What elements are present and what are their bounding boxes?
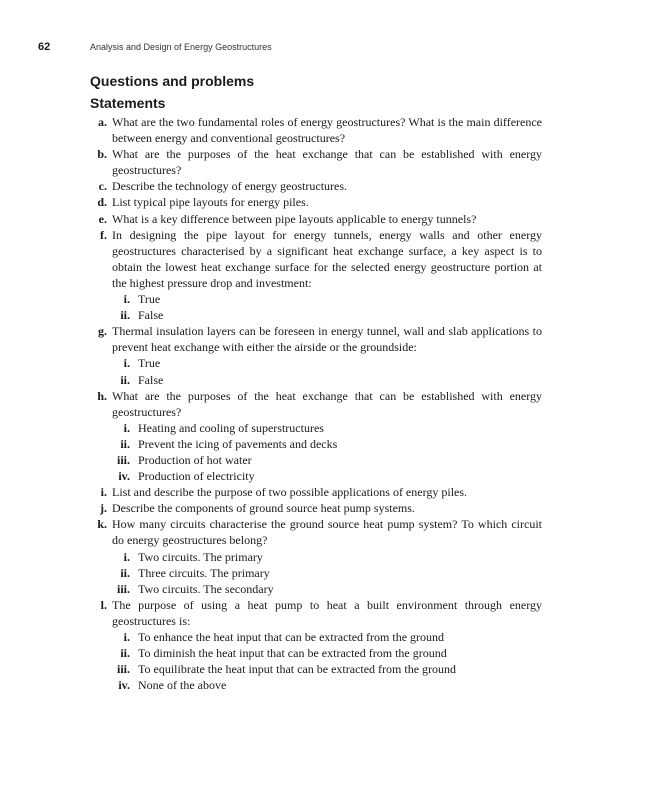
option-text: Prevent the icing of pavements and decks [138, 436, 338, 451]
option-item [112, 468, 542, 484]
option-text: To enhance the heat input that can be extracted from the ground [138, 630, 445, 644]
question-item [90, 516, 542, 548]
question-text: In designing the pipe layout for energy tunnels, energy walls and other energy geostructures characterised by a significant heat exchange surface, a key aspect is to obtain the lowest heat exchange surface for the selected energy geostructure portion at the highest pressure drop and investment: [112, 227, 542, 290]
option-text: None of the above [138, 678, 227, 693]
option-text: False [138, 308, 164, 323]
option-label: ii. [120, 646, 130, 661]
option-text: Production of electricity [138, 469, 255, 484]
question-text: What are the purposes of the heat exchange that can be established with energy geostructures? [112, 147, 542, 178]
question-label: k. [97, 517, 107, 532]
question-label: i. [100, 485, 107, 500]
option-item [112, 452, 542, 468]
option-item [112, 581, 542, 597]
option-item [112, 372, 542, 388]
option-text: Production of hot water [138, 452, 252, 467]
question-label: f. [100, 227, 107, 242]
question-text: What are the purposes of the heat exchange that can be established with energy geostructures? [112, 388, 542, 419]
question-item [90, 484, 542, 500]
question-label: g. [98, 324, 107, 339]
question-item [90, 211, 542, 227]
question-text: Thermal insulation layers can be foreseen in energy tunnel, wall and slab applications to prevent heat exchange with either the airside or the groundside: [112, 324, 542, 355]
option-item [112, 677, 542, 693]
option-item [112, 565, 542, 581]
option-label: iii. [116, 581, 130, 596]
option-text: To diminish the heat input that can be extracted from the ground [138, 646, 447, 661]
option-item [112, 661, 542, 677]
option-label: ii. [120, 436, 130, 451]
question-text: Describe the technology of energy geostructures. [112, 179, 348, 194]
option-item [112, 307, 542, 323]
option-item [112, 436, 542, 452]
question-item [90, 114, 542, 146]
option-item [112, 549, 542, 565]
option-label: i. [123, 630, 130, 644]
option-item [112, 645, 542, 661]
option-item [112, 291, 542, 307]
option-label: i. [123, 420, 130, 435]
question-item [90, 500, 542, 516]
section-title: Questions and problems [90, 73, 255, 89]
subsection-title: Statements [90, 95, 166, 111]
question-text: List and describe the purpose of two possible applications of energy piles. [112, 485, 468, 500]
question-text: Describe the components of ground source heat pump systems. [112, 501, 415, 516]
page-header [38, 40, 272, 54]
option-text: Heating and cooling of superstructures [138, 420, 324, 435]
question-label: b. [97, 147, 107, 162]
option-label: iv. [118, 469, 130, 484]
question-label: d. [97, 195, 107, 210]
question-item [90, 597, 542, 629]
option-label: ii. [120, 308, 130, 323]
question-text: The purpose of using a heat pump to heat a built environment through energy geostructures is: [112, 597, 542, 628]
option-label: i. [123, 356, 130, 371]
question-item [90, 194, 542, 210]
question-text: How many circuits characterise the ground source heat pump system? To which circuit do energy geostructures belong? [112, 517, 542, 548]
option-label: i. [123, 292, 130, 307]
option-text: True [138, 292, 161, 307]
option-label: iii. [116, 452, 130, 467]
question-label: l. [100, 597, 107, 612]
option-text: To equilibrate the heat input that can be extracted from the ground [138, 662, 457, 677]
question-label: a. [98, 115, 107, 129]
question-label: h. [97, 388, 107, 403]
question-item [90, 146, 542, 178]
option-text: True [138, 356, 161, 371]
question-list [90, 114, 542, 693]
question-text: What is a key difference between pipe layouts applicable to energy tunnels? [112, 211, 477, 226]
option-text: False [138, 372, 164, 387]
question-text: What are the two fundamental roles of energy geostructures? What is the main difference between energy and conventional geostructures? [112, 115, 542, 146]
option-text: Two circuits. The primary [138, 549, 263, 564]
question-item [90, 178, 542, 194]
question-item [90, 388, 542, 420]
page-number: 62 [38, 41, 51, 53]
question-label: j. [100, 501, 107, 516]
question-label: e. [98, 211, 107, 226]
option-label: ii. [120, 565, 130, 580]
option-item [112, 420, 542, 436]
page-content [90, 70, 542, 693]
option-text: Two circuits. The secondary [138, 581, 274, 596]
running-title: Analysis and Design of Energy Geostructures [90, 42, 272, 52]
option-item [112, 629, 542, 645]
option-label: ii. [120, 372, 130, 387]
question-text: List typical pipe layouts for energy piles. [112, 195, 309, 210]
option-label: iv. [118, 678, 130, 693]
question-label: c. [98, 179, 107, 194]
option-text: Three circuits. The primary [138, 565, 270, 580]
option-item [112, 355, 542, 371]
option-label: i. [123, 549, 130, 564]
question-item [90, 323, 542, 355]
question-item [90, 227, 542, 291]
option-label: iii. [116, 662, 130, 677]
